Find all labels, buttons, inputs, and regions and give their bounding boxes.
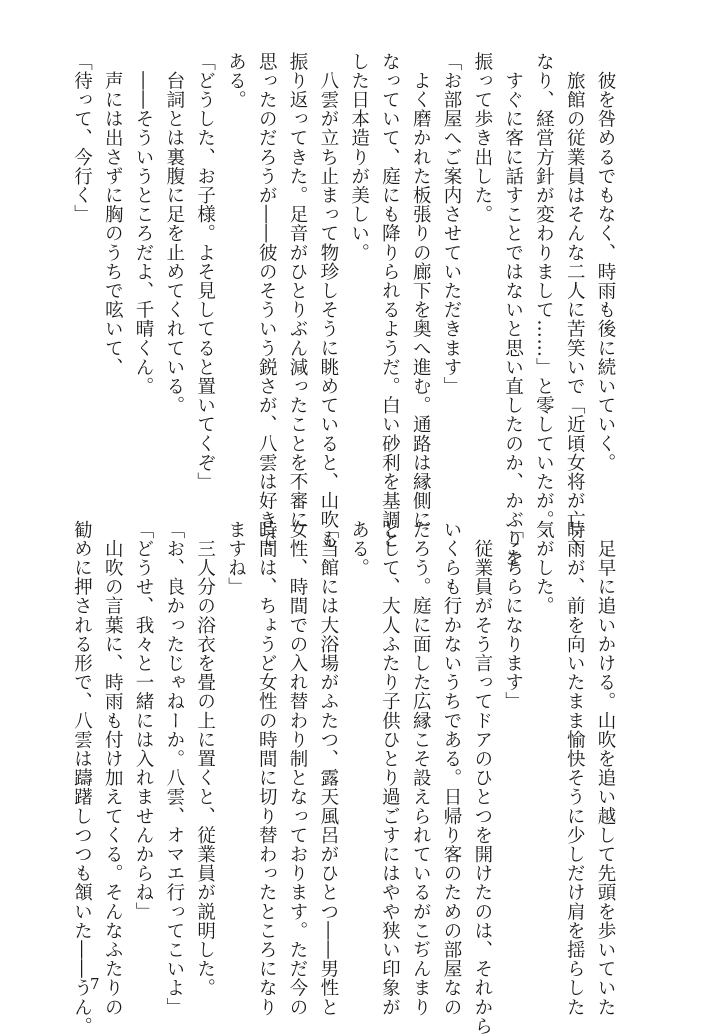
text-line: 旅館の従業員はそんな二人に苦笑いで「近頃女将が亡く xyxy=(564,52,586,549)
text-line: 八雲が立ち止まって物珍しそうに眺めていると、山吹も xyxy=(317,52,339,549)
text-line: 三人分の浴衣を畳の上に置くと、従業員が説明した。 xyxy=(194,520,216,998)
text-line: 従業員がそう言ってドアのひとつを開けたのは、それから xyxy=(471,520,493,1036)
text-line: 「どうせ、我々と一緒には入れませんからね」 xyxy=(133,520,155,922)
text-line: として、大人ふたり子供ひとり過ごすにはやや狭い印象が xyxy=(379,520,401,1017)
text-line: なっていて、庭にも降りられるようだ。白い砂利を基調と xyxy=(379,52,401,549)
text-line: 「待って、今行く」 xyxy=(71,52,93,224)
text-line: よく磨かれた板張りの廊下を奥へ進む。通路は縁側に xyxy=(410,52,432,530)
text-line: 気がした。 xyxy=(533,520,555,616)
text-line: 山吹の言葉に、時雨も付け加えてくる。そんなふたりの xyxy=(102,520,124,1017)
text-line: 思ったのだろうが――彼のそういう鋭さが、八雲は好きで xyxy=(256,52,278,549)
text-line: ――そういうところだよ、千晴くん。 xyxy=(133,52,155,396)
text-line: 勧めに押される形で、八雲は躊躇しつつも頷いた――うん。 xyxy=(71,520,93,1036)
lower-text-block xyxy=(71,520,620,1036)
text-line: 「こちらになります」 xyxy=(502,520,524,711)
text-line: 時雨が、前を向いたまま愉快そうに少しだけ肩を揺らした xyxy=(564,520,586,1017)
text-line: 女性、時間での入れ替わり制となっております。ただ今の xyxy=(287,520,309,1017)
text-line: 「当館には大浴場がふたつ、露天風呂がひとつ――男性と xyxy=(317,520,339,1017)
page-number: 7 xyxy=(90,975,100,993)
text-line: 足早に追いかける。山吹を追い越して先頭を歩いていた xyxy=(595,520,616,1017)
text-line: 振り返ってきた。足音がひとりぶん減ったことを不審に xyxy=(287,52,309,530)
text-line: すぐに客に話すことではないと思い直したのか、かぶりを xyxy=(502,52,524,568)
text-line: ある。 xyxy=(225,52,247,110)
text-line: 「どうした、お子様。よそ見してると置いてくぞ」 xyxy=(194,52,216,492)
text-line: ますね」 xyxy=(225,520,247,597)
text-line: 時間は、ちょうど女性の時間に切り替わったところになり xyxy=(256,520,278,1017)
text-line: ある。 xyxy=(348,520,370,578)
text-line: なり、経営方針が変わりまして……」と零していたが。 xyxy=(533,52,555,530)
text-line: 台詞とは裏腹に足を止めてくれている。 xyxy=(163,52,185,415)
text-line: 「お部屋へご案内させていただきます」 xyxy=(441,52,463,396)
text-line: した日本造りが美しい。 xyxy=(348,52,370,263)
text-line: 振って歩き出した。 xyxy=(471,52,493,224)
text-line: 「お、良かったじゃねーか。八雲、オマエ行ってこいよ」 xyxy=(163,520,185,1017)
text-line: いくらも行かないうちである。日帰り客のための部屋なの xyxy=(441,520,463,1017)
text-line: だろう。庭に面した広縁こそ設えられているがこぢんまり xyxy=(410,520,432,1017)
text-line: 彼を咎めるでもなく、時雨も後に続いていく。 xyxy=(595,52,616,473)
text-line: 声には出さずに胸のうちで呟いて、 xyxy=(102,52,124,377)
